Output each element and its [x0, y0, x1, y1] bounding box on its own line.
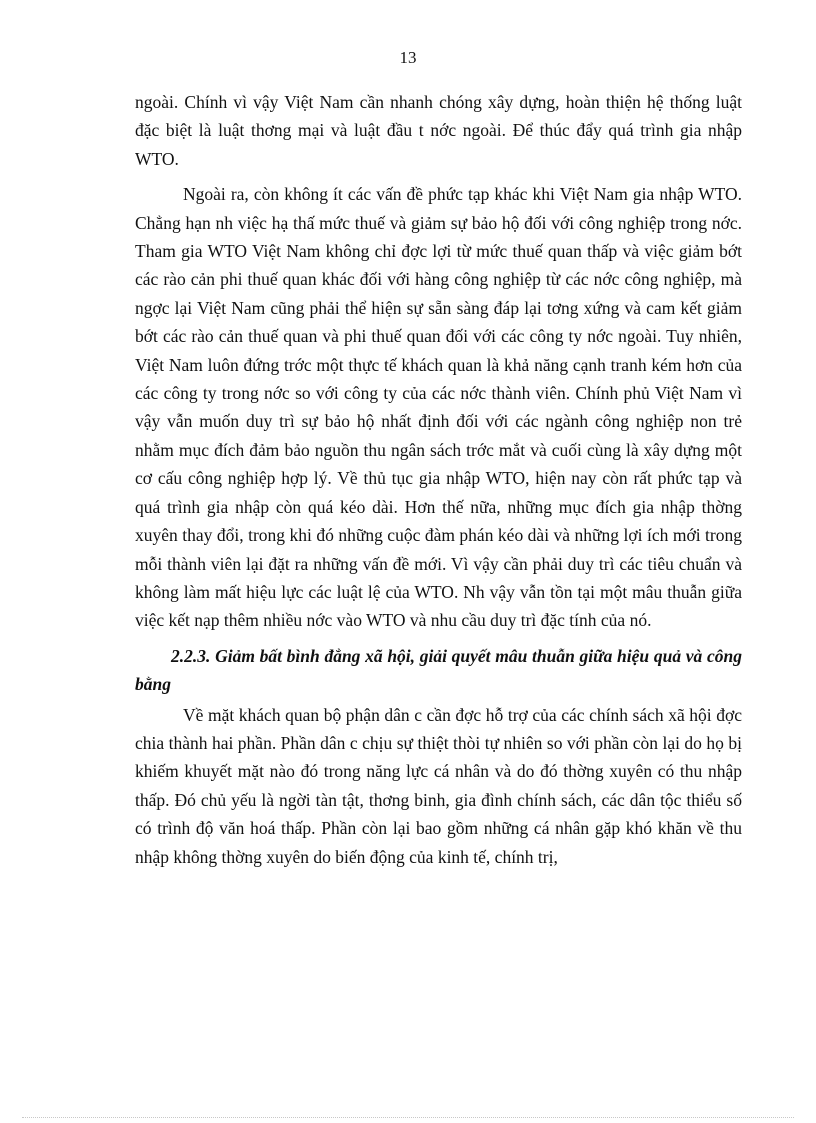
paragraph-continuation: ngoài. Chính vì vậy Việt Nam cần nhanh chóng xây dựng, hoàn thiện hệ thống luật đặc biệt là luật thơng mại và luật đầu t nớc ngoài. Để thúc đẩy quá trình gia nhập WTO. — [135, 92, 742, 169]
page-bottom-divider — [22, 1117, 794, 1118]
document-body — [135, 88, 742, 871]
page-number: 13 — [399, 48, 417, 67]
section-heading: 2.2.3. Giảm bất bình đẳng xã hội, giải quyết mâu thuẫn giữa hiệu quả và công bằng — [135, 645, 742, 695]
paragraph-social-policy: Về mặt khách quan bộ phận dân c cần đợc hỗ trợ của các chính sách xã hội đợc chia thành hai phần. Phần dân c chịu sự thiệt thòi tự nhiên so với phần còn lại do họ bị khiếm khuyết mặt nào đó trong năng lực cá nhân và do đó thờng xuyên có thu nhập thấp. Đó chủ yếu là ngời tàn tật, thơng binh, gia đình chính sách, các dân tộc thiểu số có trình độ văn hoá thấp. Phần còn lại bao gồm những cá nhân gặp khó khăn về thu nhập không thờng xuyên do biến động của kinh tế, chính trị, — [135, 704, 742, 867]
paragraph-wto-challenges: Ngoài ra, còn không ít các vấn đề phức tạp khác khi Việt Nam gia nhập WTO. Chẳng hạn nh việc hạ thấ mức thuế và giảm sự bảo hộ đối với công nghiệp trong nớc. Tham gia WTO Việt Nam không chỉ đợc lợi từ mức thuế quan thấp và việc giảm bớt các rào cản phi thuế quan khác đối với hàng công nghiệp từ các nớc công nghiệp, mà ngợc lại Việt Nam cũng phải thể hiện sự sẵn sàng đáp lại tơng xứng và cam kết giảm bớt các rào cản thuế quan và phi thuế quan đối với các công ty nớc ngoài. Tuy nhiên, Việt Nam luôn đứng trớc một thực tế khách quan là khả năng cạnh tranh kém hơn của các công ty trong nớc so với công ty của các nớc thành viên. Chính phủ Việt Nam vì vậy vẫn muốn duy trì sự bảo hộ nhất định đối với các ngành công nghiệp non trẻ nhằm mục đích đảm bảo nguồn thu ngân sách trớc mắt và cuối cùng là xây dựng một cơ cấu công nghiệp hợp lý. Về thủ tục gia nhập WTO, hiện nay còn rất phức tạp và quá trình gia nhập còn quá kéo dài. Hơn thế nữa, những mục đích gia nhập thờng xuyên thay đổi, trong khi đó những cuộc đàm phán kéo dài và những lợi ích mới trong mỗi thành viên lại đặt ra những vấn đề mới. Vì vậy cần phải duy trì các tiêu chuẩn và không làm mất hiệu lực các luật lệ của WTO. Nh vậy vẫn tồn tại một mâu thuẫn giữa việc kết nạp thêm nhiều nớc vào WTO và nhu cầu duy trì đặc tính của nó. — [135, 184, 742, 631]
